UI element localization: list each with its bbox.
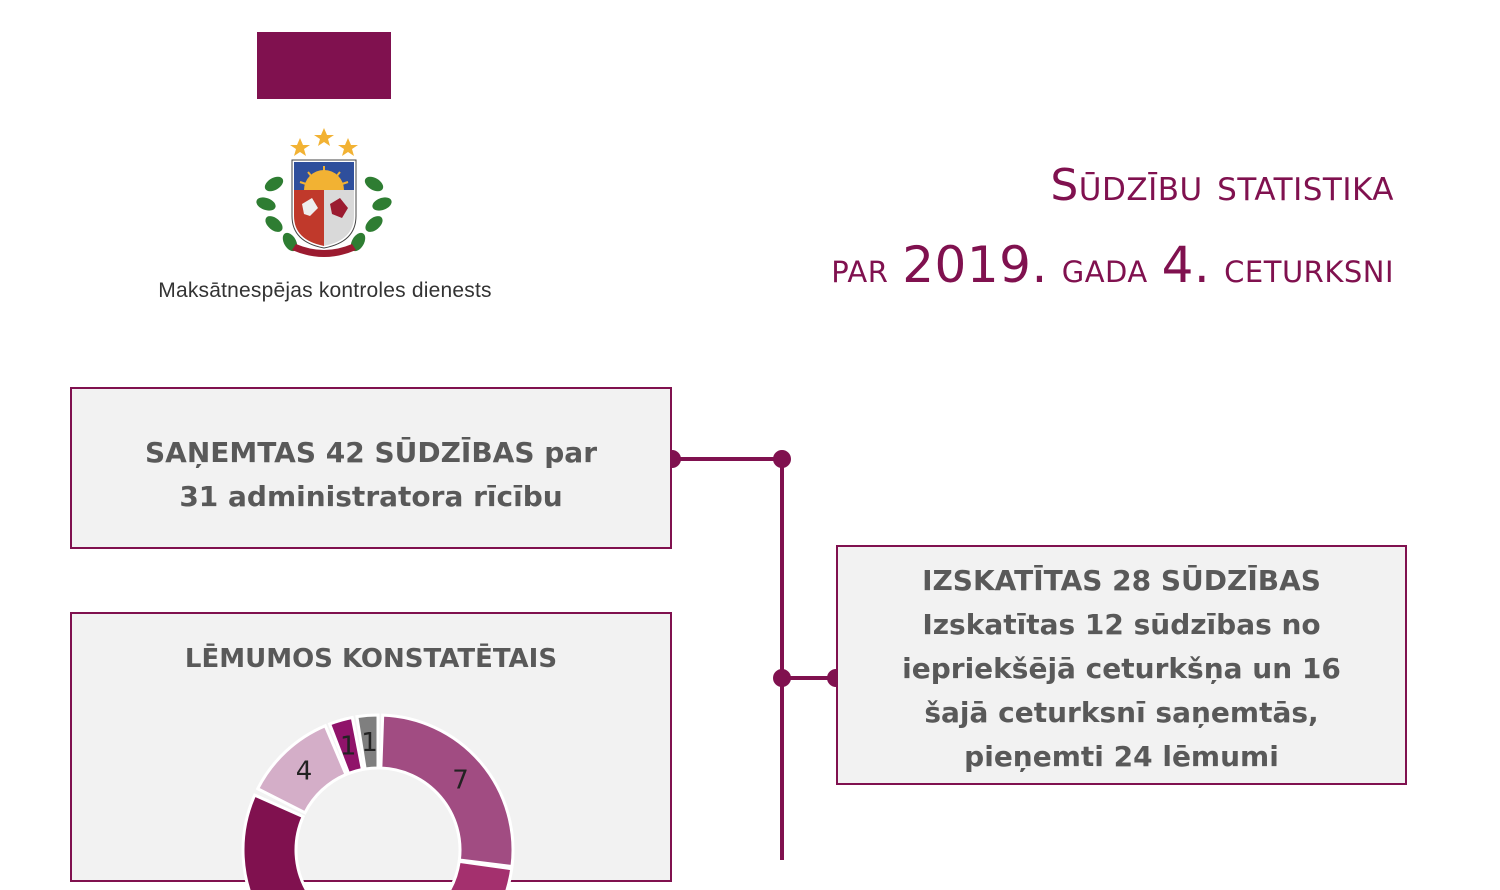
title-mid: gada <box>1061 243 1148 292</box>
organization-name: Maksātnespējas kontroles dienests <box>158 279 492 302</box>
received-complaints-box <box>70 387 672 549</box>
donut-slice-1 <box>381 715 513 866</box>
title-text: Sūdzību statistika <box>1050 160 1394 211</box>
received-line-2: 31 administratora rīcību <box>179 480 563 513</box>
title-quarter: 4. <box>1161 236 1211 294</box>
findings-heading: LĒMUMOS KONSTATĒTAIS <box>184 644 558 674</box>
reviewed-line-1: IZSKATĪTAS 28 SŪDZĪBAS <box>922 564 1321 597</box>
donut-label-3: 1 <box>339 731 357 762</box>
donut-label-2: 4 <box>295 756 313 787</box>
received-line-1: SAŅEMTAS 42 SŪDZĪBAS par <box>144 436 598 469</box>
reviewed-complaints-box <box>836 545 1407 785</box>
findings-donut-chart <box>218 690 538 890</box>
reviewed-line-3: iepriekšējā ceturkšņa un 16 <box>902 652 1341 685</box>
title-suffix: ceturksni <box>1224 243 1394 292</box>
reviewed-line-4: šajā ceturksnī saņemtās, <box>924 696 1319 729</box>
reviewed-line-2: Izskatītas 12 sūdzības no <box>922 608 1321 641</box>
title-year: 2019. <box>902 236 1048 294</box>
donut-label-1: 7 <box>452 765 469 796</box>
reviewed-line-5: pieņemti 24 lēmumi <box>964 740 1279 773</box>
title-prefix: par <box>831 243 889 292</box>
donut-label-4: 1 <box>361 727 378 758</box>
